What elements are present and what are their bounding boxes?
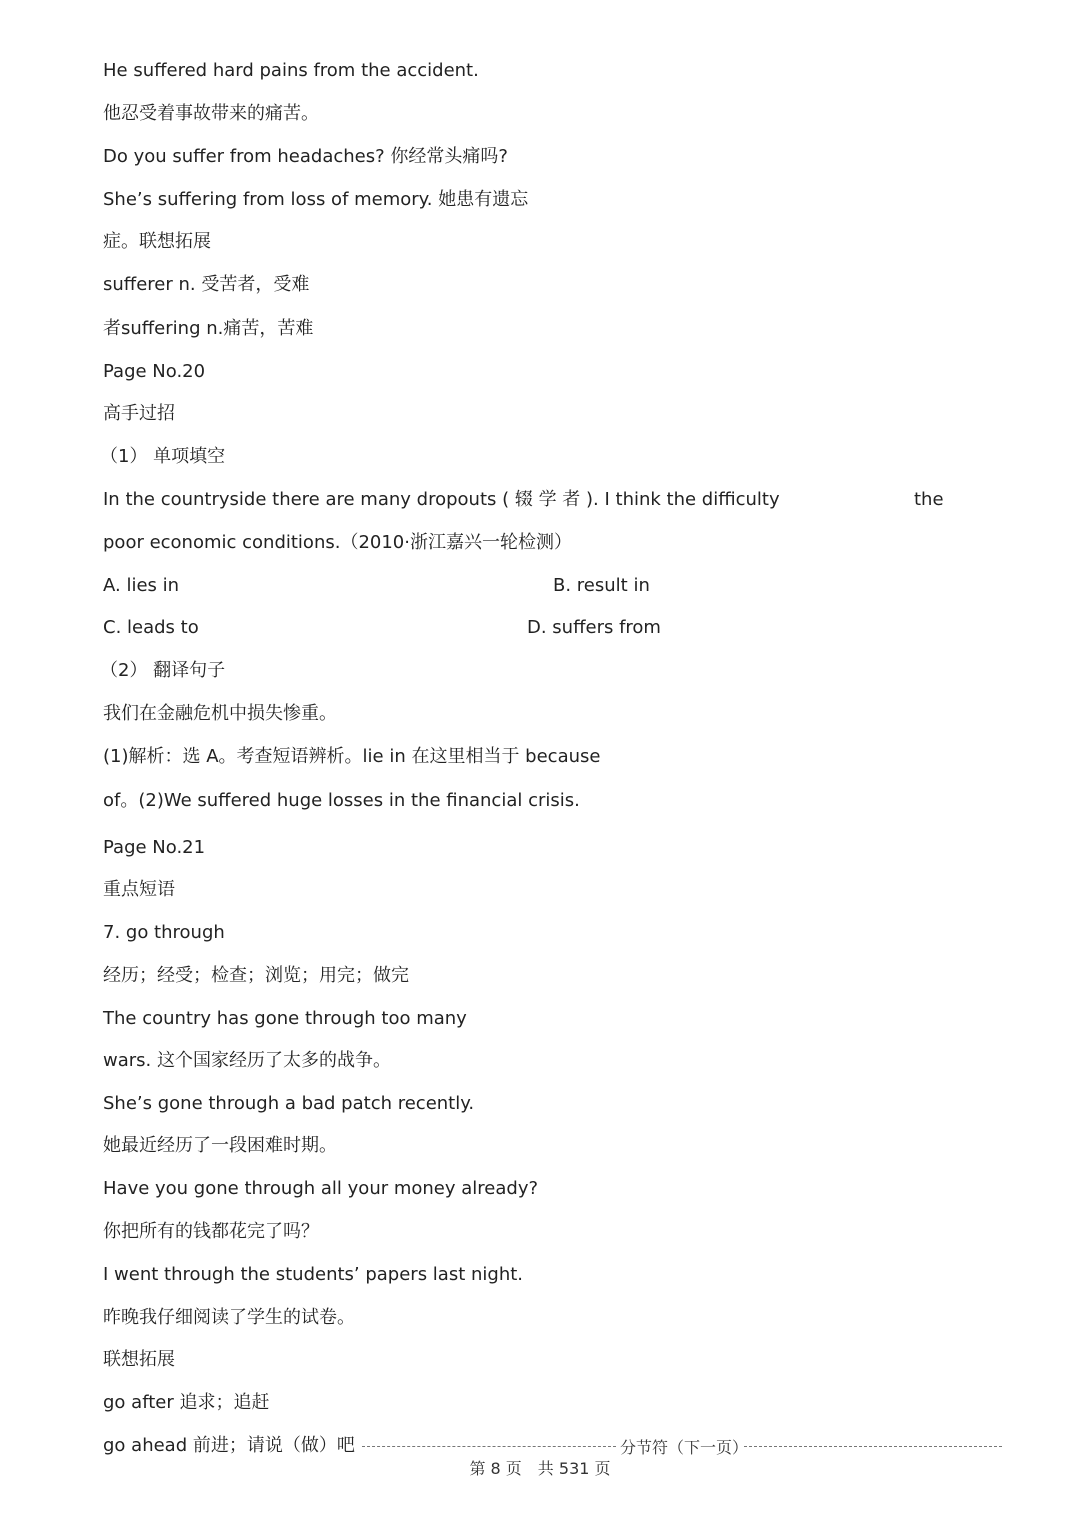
text-line: go ahead 前进；请说（做）吧 [103, 1435, 355, 1456]
text-line: wars. 这个国家经历了太多的战争。 [103, 1050, 391, 1071]
section-break [362, 1436, 1002, 1460]
option-c: C. leads to [103, 617, 199, 638]
text-line: 你把所有的钱都花完了吗？ [103, 1221, 319, 1242]
option-d: D. suffers from [527, 617, 661, 638]
section-heading: 联想拓展 [103, 1349, 175, 1370]
option-b: B. result in [553, 575, 650, 596]
exercise-heading: （2） 翻译句子 [100, 660, 226, 681]
text-line: go after 追求；追赶 [103, 1392, 270, 1413]
page-number-heading: Page No.21 [103, 837, 206, 858]
text-line: I went through the students’ papers last night. [103, 1264, 524, 1285]
text-line: 者suffering n.痛苦，苦难 [103, 318, 314, 339]
page-number-heading: Page No.20 [103, 361, 206, 382]
text-line: 她最近经历了一段困难时期。 [103, 1135, 337, 1156]
text-line: Do you suffer from headaches? 你经常头痛吗? [103, 146, 508, 167]
section-break-label: 分节符（下一页） [618, 1436, 750, 1460]
section-break-dash-right [744, 1446, 1002, 1447]
question-text: In the countryside there are many dropouts ( 辍 学 者 ). I think the difficulty [103, 489, 780, 510]
text-line: 昨晚我仔细阅读了学生的试卷。 [103, 1307, 355, 1328]
text-line: He suffered hard pains from the accident. [103, 60, 479, 81]
exercise-heading: （1） 单项填空 [100, 446, 226, 467]
question-text: poor economic conditions.（2010·浙江嘉兴一轮检测） [103, 532, 572, 553]
question-blank-tail: the [914, 489, 944, 510]
text-line: 经历；经受；检查；浏览；用完；做完 [103, 965, 409, 986]
answer-text: of。(2)We suffered huge losses in the financial crisis. [103, 790, 580, 811]
text-line: sufferer n. 受苦者，受难 [103, 274, 310, 295]
section-heading: 重点短语 [103, 879, 175, 900]
text-line: She’s gone through a bad patch recently. [103, 1093, 475, 1114]
section-break-dash-left [362, 1446, 616, 1447]
text-line: 他忍受着事故带来的痛苦。 [103, 103, 319, 124]
answer-text: (1)解析：选 A。考查短语辨析。lie in 在这里相当于 because [103, 746, 601, 767]
text-line: She’s suffering from loss of memory. 她患有遗忘 [103, 189, 529, 210]
text-line: Have you gone through all your money already? [103, 1178, 539, 1199]
text-line: 我们在金融危机中损失惨重。 [103, 703, 337, 724]
section-heading: 高手过招 [103, 403, 175, 424]
page-footer: 第 8 页 共 531 页 [469, 1459, 611, 1478]
text-line: The country has gone through too many [103, 1008, 467, 1029]
phrase-heading: 7. go through [103, 922, 225, 943]
option-a: A. lies in [103, 575, 180, 596]
text-line: 症。联想拓展 [103, 231, 211, 252]
